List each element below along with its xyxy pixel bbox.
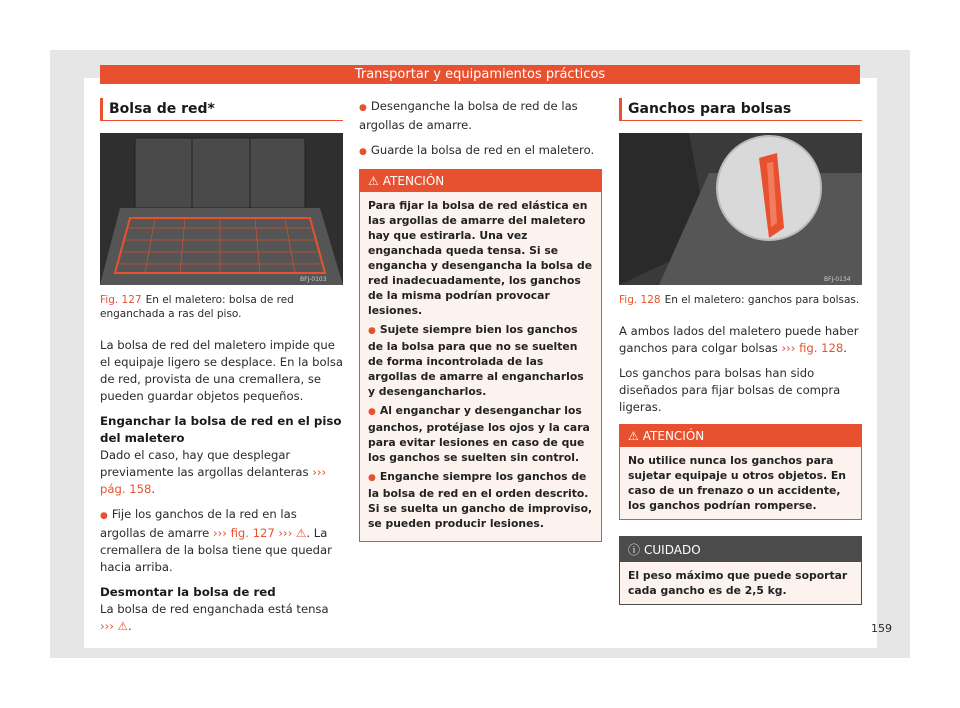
subheading-remove: Desmontar la bolsa de red	[100, 585, 276, 599]
warning-reference-link[interactable]: ››› ⚠	[278, 526, 307, 540]
trunk-net-illustration	[100, 133, 343, 285]
caution-body: El peso máximo que puede soportar cada gancho es de 2,5 kg.	[628, 569, 848, 597]
subheading-attach: Enganchar la bolsa de red en el piso del maletero	[100, 414, 342, 445]
warning-body	[360, 192, 601, 541]
hooks-design-paragraph: Los ganchos para bolsas han sido diseñados para fijar bolsas de compra ligeras.	[619, 366, 841, 414]
caution-header: ⓘ CUIDADO	[620, 537, 861, 562]
caution-box	[619, 536, 862, 605]
warning-reference-link[interactable]: ››› ⚠	[100, 619, 128, 633]
figure-caption	[619, 293, 862, 307]
photo-code: BFJ-0134	[824, 276, 851, 283]
warning-bullet: ● Sujete siempre bien los ganchos de la bolsa para que no se suelten de forma incontrolada de las argollas de amarre al engancharlos y desengancharlos.	[368, 322, 593, 399]
warning-text: Para fijar la bolsa de red elástica en las argollas de amarre del maletero hay que estirarla. Una vez enganchada queda tensa. Si se engancha y desengancha la bolsa de red inadecuadamente, los ganchos de la misma podrían provocar lesiones.	[368, 199, 593, 317]
bag-hook-illustration	[619, 133, 862, 285]
warning-bullet: ● Al enganchar y desenganchar los ganchos, protéjase los ojos y la cara para evitar lesiones en caso de que los ganchos se suelten sin control.	[368, 403, 593, 465]
trunk-net-photo	[100, 133, 343, 285]
section-title-bag-hooks: Ganchos para bolsas	[619, 98, 862, 121]
info-circle-icon: ⓘ	[628, 543, 641, 557]
figure-caption-text: En el maletero: bolsa de red enganchada a ras del piso.	[100, 294, 294, 320]
warning-bullet: ● Enganche siempre los ganchos de la bolsa de red en el orden descrito. Si se suelta un gancho de improviso, se pueden producir lesiones.	[368, 469, 593, 531]
remove-paragraph: La bolsa de red enganchada está tensa ››› ⚠.	[100, 602, 329, 633]
column-net-bag-continued	[359, 98, 602, 542]
bag-hook-photo	[619, 133, 862, 285]
intro-paragraph: La bolsa de red del maletero impide que el equipaje ligero se desplace. En la bolsa de red, provista de una cremallera, se pueden guardar objetos pequeños.	[100, 338, 343, 403]
figure-label: Fig. 128	[619, 294, 661, 306]
warning-header: ⚠ ATENCIÓN	[360, 170, 601, 192]
figure-caption	[100, 293, 343, 321]
figure-caption-text: En el maletero: ganchos para bolsas.	[664, 294, 860, 306]
page-reference-link[interactable]: ››› pág. 158	[100, 465, 327, 496]
page-number: 159	[871, 622, 892, 635]
photo-code: BFJ-0103	[300, 276, 327, 283]
warning-body: No utilice nunca los ganchos para sujetar equipaje u otros objetos. En caso de un frenazo o un accidente, los ganchos podrían romperse.	[628, 454, 846, 512]
hooks-paragraph: A ambos lados del maletero puede haber ganchos para colgar bolsas ››› fig. 128.	[619, 324, 859, 355]
warning-box	[359, 169, 602, 542]
column-bag-hooks	[619, 98, 862, 605]
warning-triangle-icon: ⚠	[628, 429, 639, 443]
attach-step: ● Fije los ganchos de la red en las argollas de amarre ››› fig. 127 ››› ⚠. La cremallera de la bolsa tiene que quedar hacia arriba.	[100, 506, 343, 576]
figure-reference-link[interactable]: ››› fig. 127	[212, 526, 275, 540]
remove-step-2: ● Guarde la bolsa de red en el maletero.	[359, 142, 602, 161]
warning-box	[619, 424, 862, 520]
section-title-net-bag: Bolsa de red*	[100, 98, 343, 121]
figure-label: Fig. 127	[100, 294, 142, 306]
warning-header: ⚠ ATENCIÓN	[620, 425, 861, 447]
remove-step-1: ● Desenganche la bolsa de red de las argollas de amarre.	[359, 98, 602, 134]
warning-triangle-icon: ⚠	[368, 174, 379, 188]
figure-reference-link[interactable]: ››› fig. 128	[781, 341, 844, 355]
chapter-header: Transportar y equipamientos prácticos	[100, 65, 860, 84]
column-net-bag	[100, 98, 343, 643]
attach-paragraph: Dado el caso, hay que desplegar previamente las argollas delanteras ››› pág. 158.	[100, 448, 327, 496]
